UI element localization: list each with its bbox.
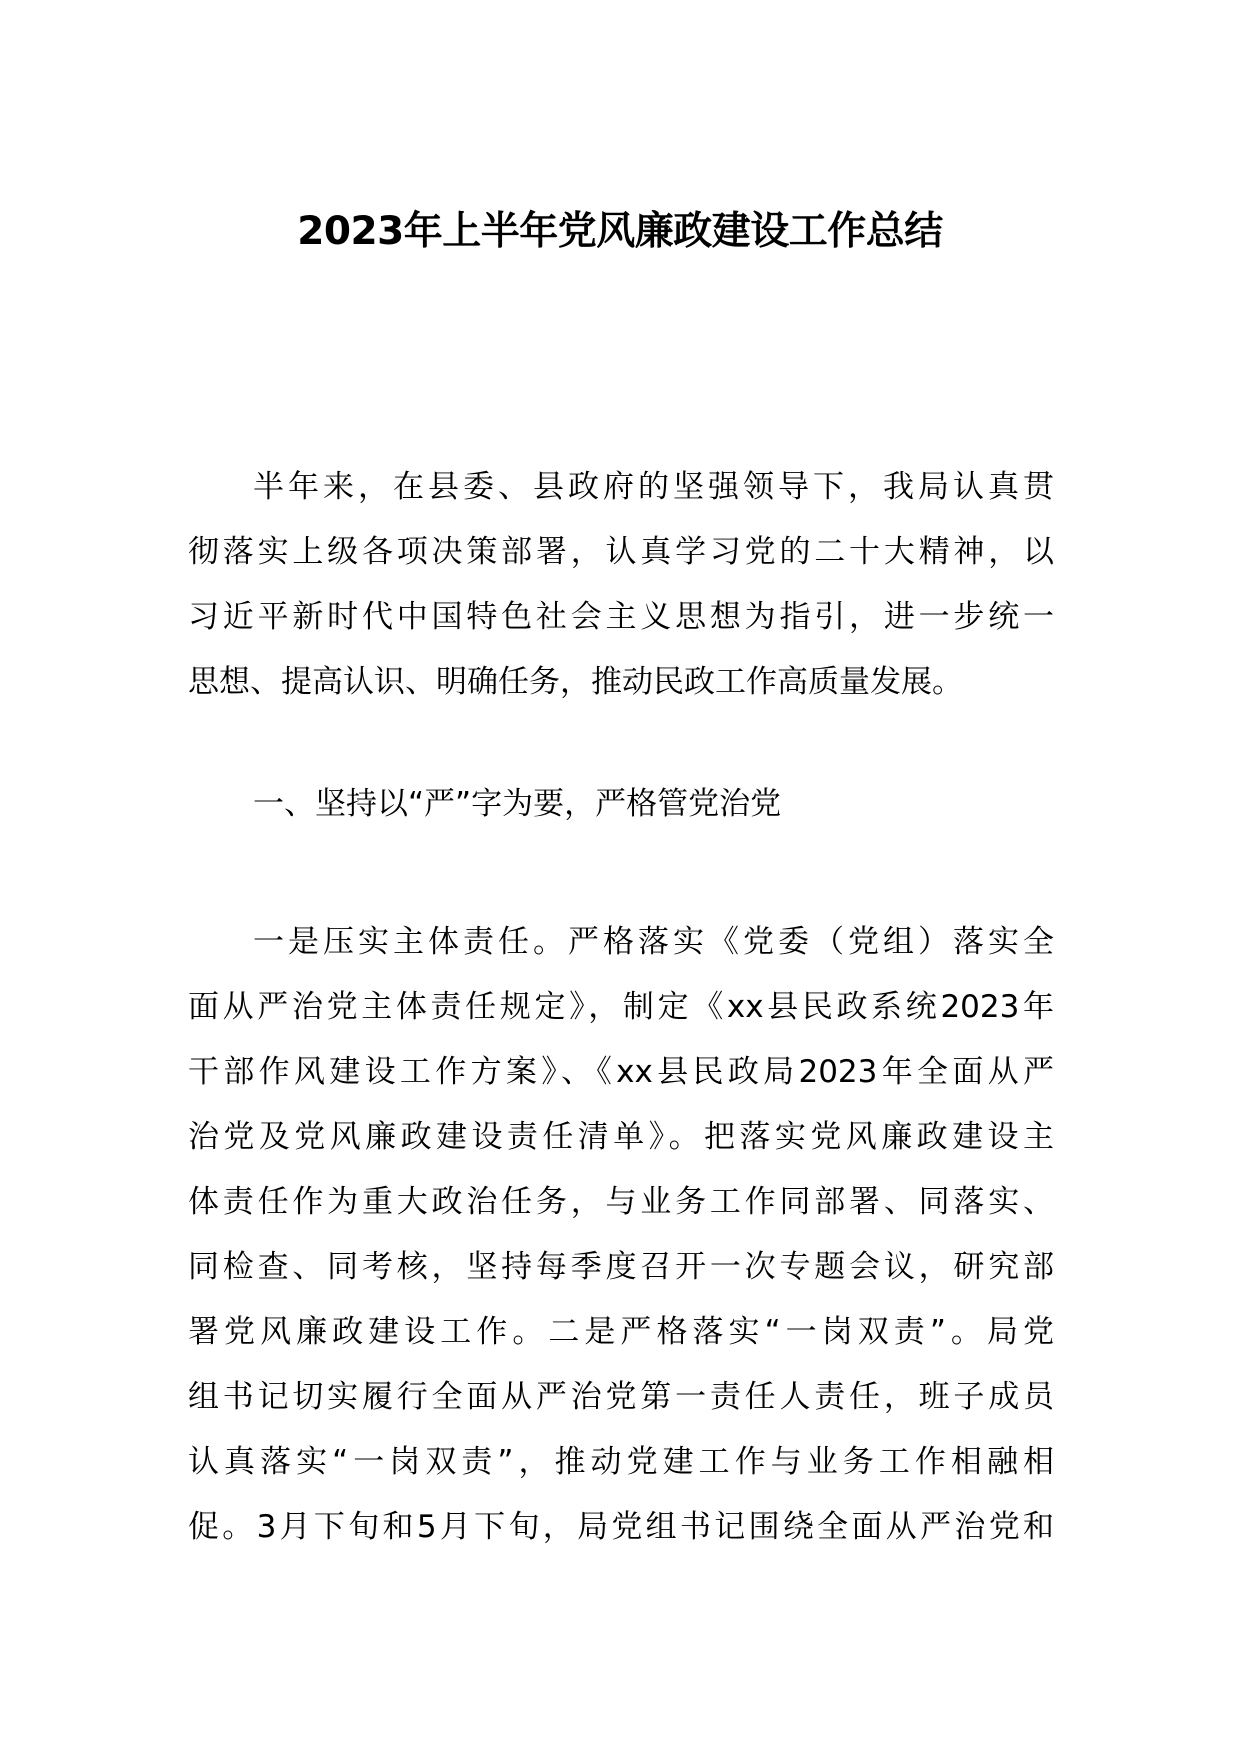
paragraph-line: 彻落实上级各项决策部署，认真学习党的二十大精神，以 (188, 534, 1054, 570)
paragraph-line: 同检查、同考核，坚持每季度召开一次专题会议，研究部 (188, 1249, 1054, 1285)
paragraph-line: 体责任作为重大政治任务，与业务工作同部署、同落实、 (188, 1184, 1054, 1220)
paragraph-line: 组书记切实履行全面从严治党第一责任人责任，班子成员 (188, 1379, 1054, 1415)
paragraph-line: 干部作风建设工作方案》、《xx县民政局2023年全面从严 (188, 1054, 1054, 1090)
section-heading (188, 772, 1054, 837)
section-heading-text: 一、坚持以“严”字为要，严格管党治党 (253, 786, 782, 822)
paragraph-line: 半年来，在县委、县政府的坚强领导下，我局认真贯 (253, 469, 1054, 505)
intro-paragraph (188, 455, 1054, 715)
section-paragraph (188, 910, 1054, 1560)
paragraph-line: 治党及党风廉政建设责任清单》。把落实党风廉政建设主 (188, 1119, 1054, 1155)
paragraph-line: 习近平新时代中国特色社会主义思想为指引，进一步统一 (188, 599, 1054, 635)
paragraph-line: 面从严治党主体责任规定》，制定《xx县民政系统2023年 (188, 989, 1054, 1025)
paragraph-line: 促。3月下旬和5月下旬，局党组书记围绕全面从严治党和 (188, 1509, 1054, 1545)
document-title: 2023年上半年党风廉政建设工作总结 (297, 209, 943, 254)
paragraph-line: 认真落实“一岗双责”，推动党建工作与业务工作相融相 (188, 1444, 1054, 1480)
paragraph-line: 署党风廉政建设工作。二是严格落实“一岗双责”。局党 (188, 1314, 1054, 1350)
paragraph-line: 思想、提高认识、明确任务，推动民政工作高质量发展。 (188, 664, 963, 700)
paragraph-line: 一是压实主体责任。严格落实《党委（党组）落实全 (253, 924, 1054, 960)
